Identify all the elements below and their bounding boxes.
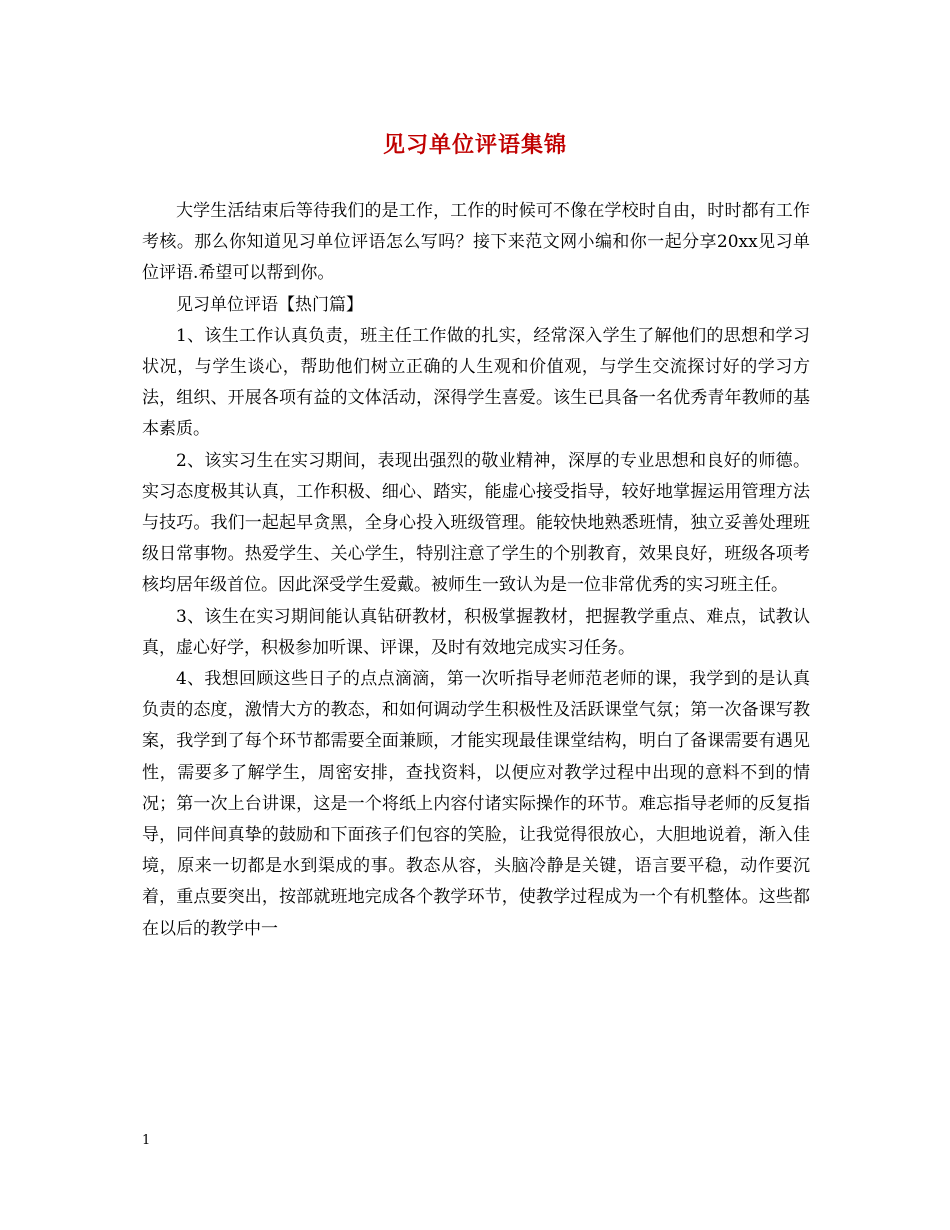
page-number: 1 <box>142 1133 151 1148</box>
section-heading: 见习单位评语【热门篇】 <box>176 294 363 315</box>
comment-paragraph-1: 1、该生工作认真负责，班主任工作做的扎实，经常深入学生了解他们的思想和学习状况，与学生谈心，帮助他们树立正确的人生观和价值观，与学生交流探讨好的学习方法，组织、开展各项有益的文体活动，深得学生喜爱。该生已具备一名优秀青年教师的基本素质。 <box>142 325 810 440</box>
intro-paragraph: 大学生活结束后等待我们的是工作，工作的时候可不像在学校时自由，时时都有工作考核。那么你知道见习单位评语怎么写吗？接下来范文网小编和你一起分享20xx见习单位评语.希望可以帮到你。 <box>142 201 810 284</box>
comment-paragraph-3: 3、该生在实习期间能认真钻研教材，积极掌握教材，把握教学重点、难点，试教认真，虚心好学，积极参加听课、评课，及时有效地完成实习任务。 <box>142 606 810 658</box>
document-title: 见习单位评语集锦 <box>382 132 567 158</box>
comment-paragraph-4: 4、我想回顾这些日子的点点滴滴，第一次听指导老师范老师的课，我学到的是认真负责的态度，激情大方的教态，和如何调动学生积极性及活跃课堂气氛；第一次备课写教案，我学到了每个环节都需要全面兼顾，才能实现最佳课堂结构，明白了备课需要有遇见性，需要多了解学生，周密安排，查找资料，以便应对教学过程中出现的意料不到的情况；第一次上台讲课，这是一个将纸上内容付诸实际操作的环节。难忘指导老师的反复指导，同伴间真挚的鼓励和下面孩子们包容的笑脸，让我觉得很放心，大胆地说着，渐入佳境，原来一切都是水到渠成的事。教态从容，头脑冷静是关键，语言要平稳，动作要沉着，重点要突出，按部就班地完成各个教学环节，使教学过程成为一个有机整体。这些都在以后的教学中一 <box>142 669 810 939</box>
comment-paragraph-2: 2、该实习生在实习期间，表现出强烈的敬业精神，深厚的专业思想和良好的师德。实习态度极其认真，工作积极、细心、踏实，能虚心接受指导，较好地掌握运用管理方法与技巧。我们一起起早贪黑，全身心投入班级管理。能较快地熟悉班情，独立妥善处理班级日常事物。热爱学生、关心学生，特别注意了学生的个别教育，效果良好，班级各项考核均居年级首位。因此深受学生爱戴。被师生一致认为是一位非常优秀的实习班主任。 <box>142 450 810 596</box>
document-body <box>142 196 810 945</box>
